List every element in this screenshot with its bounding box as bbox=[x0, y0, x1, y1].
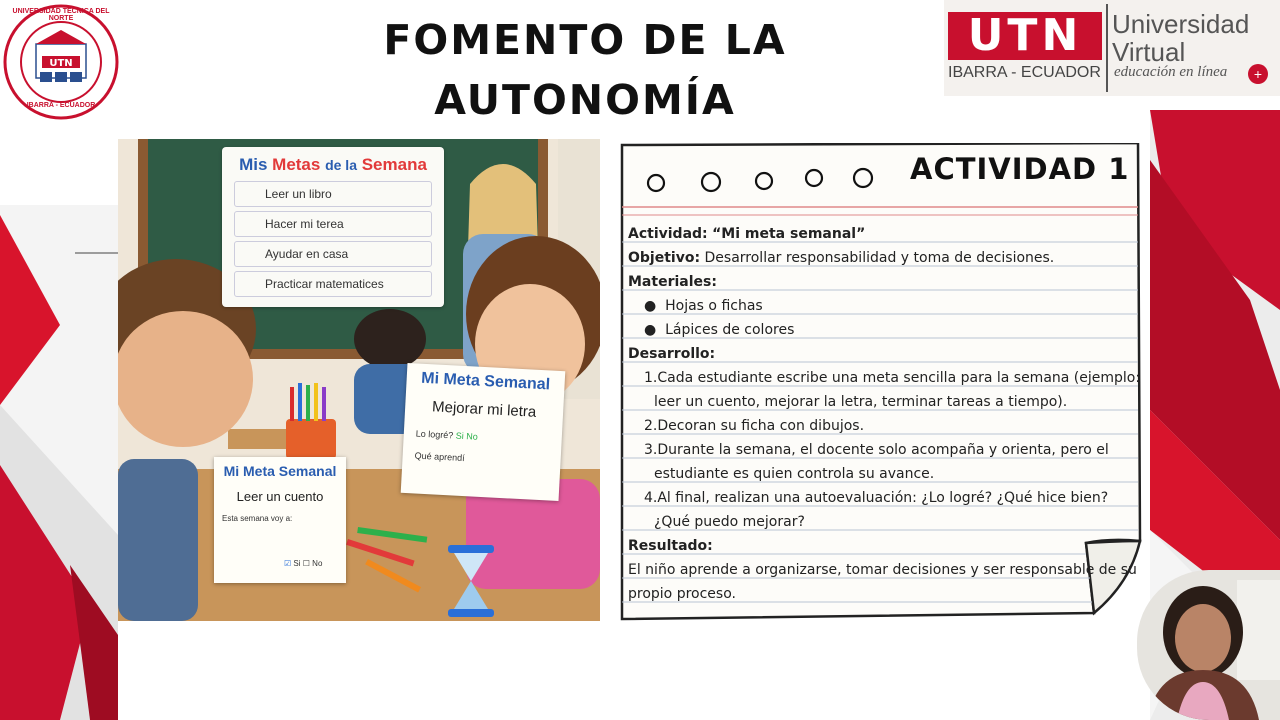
step-text: Cada estudiante escribe una meta sencilla para la semana (ejemplo: bbox=[657, 370, 1141, 386]
materials-label: Materiales: bbox=[628, 274, 717, 290]
plus-icon: + bbox=[1248, 64, 1268, 84]
bullet-icon: ● bbox=[644, 322, 657, 338]
result-heading bbox=[628, 534, 1138, 558]
activity-name: “Mi meta semanal” bbox=[712, 226, 866, 242]
poster-item: Practicar matematices bbox=[234, 271, 432, 297]
material-text: Hojas o fichas bbox=[665, 298, 763, 314]
step-line bbox=[628, 510, 1138, 534]
classroom-photo bbox=[118, 139, 600, 621]
activity-row bbox=[628, 222, 1138, 246]
utn-seal-logo bbox=[2, 2, 120, 122]
goal-card-prompt: Esta semana voy a: bbox=[222, 514, 293, 523]
step-line bbox=[628, 462, 1138, 486]
goal-card-learned: Qué aprendí bbox=[414, 450, 465, 464]
step-number: 4. bbox=[644, 490, 658, 506]
goal-card-no: No bbox=[466, 431, 479, 442]
utn-mark: UTN bbox=[948, 12, 1102, 60]
step-line bbox=[628, 366, 1141, 390]
development-heading bbox=[628, 342, 1138, 366]
goal-card-check-si: Si bbox=[293, 559, 301, 568]
step-text: Durante la semana, el docente solo acompaña y orienta, pero el bbox=[657, 442, 1109, 458]
activity-label: Actividad: bbox=[628, 226, 708, 242]
material-text: Lápices de colores bbox=[665, 322, 795, 338]
activity-title: ACTIVIDAD 1 bbox=[910, 152, 1130, 186]
objective-text: Desarrollar responsabilidad y toma de decisiones. bbox=[704, 250, 1055, 266]
step-text: leer un cuento, mejorar la letra, terminar tareas a tiempo). bbox=[654, 394, 1068, 410]
step-text: estudiante es quien controla su avance. bbox=[654, 466, 935, 482]
presenter-webcam bbox=[1137, 570, 1280, 720]
objective-label: Objetivo: bbox=[628, 250, 701, 266]
goal-card-title: Mi Meta Semanal bbox=[223, 463, 337, 479]
goal-card-goal: Mejorar mi letra bbox=[431, 398, 537, 421]
poster-item: Hacer mi terea bbox=[234, 211, 432, 237]
utn-location: IBARRA - ECUADOR bbox=[948, 64, 1101, 81]
step-text: ¿Qué puedo mejorar? bbox=[654, 514, 805, 530]
activity-content bbox=[628, 222, 1141, 606]
utn-tagline: educación en línea bbox=[1114, 64, 1228, 80]
objective-row bbox=[628, 246, 1138, 270]
result-text: propio proceso. bbox=[628, 586, 736, 602]
page-title: FOMENTO DE LA AUTONOMÍA bbox=[383, 16, 787, 124]
utn-name-line2: Virtual bbox=[1112, 37, 1186, 67]
goal-card-si: Si bbox=[455, 430, 465, 441]
left-decoration bbox=[0, 205, 118, 720]
goal-card-right bbox=[401, 363, 566, 501]
step-line bbox=[628, 438, 1138, 462]
step-number: 3. bbox=[644, 442, 658, 458]
poster-item: Ayudar en casa bbox=[234, 241, 432, 267]
poster-title-part: Semana bbox=[361, 155, 427, 174]
goal-card-question: Lo logré? bbox=[415, 428, 454, 441]
poster-title-part: Metas bbox=[272, 155, 321, 174]
result-text: El niño aprende a organizarse, tomar decisiones y ser responsable de su bbox=[628, 562, 1137, 578]
result-label: Resultado: bbox=[628, 538, 713, 554]
logo-divider bbox=[1106, 4, 1108, 92]
goal-card-goal: Leer un cuento bbox=[236, 489, 324, 504]
step-line bbox=[628, 390, 1138, 414]
weekly-goals-poster bbox=[222, 147, 444, 307]
step-text: Al final, realizan una autoevaluación: ¿Lo logré? ¿Qué hice bien? bbox=[657, 490, 1109, 506]
material-item bbox=[628, 294, 1138, 318]
development-label: Desarrollo: bbox=[628, 346, 716, 362]
poster-item: Leer un libro bbox=[234, 181, 432, 207]
utn-virtual-logo bbox=[944, 0, 1280, 96]
goal-card-title: Mi Meta Semanal bbox=[420, 369, 551, 394]
bullet-icon: ● bbox=[644, 298, 657, 314]
svg-text:UTN: UTN bbox=[49, 58, 73, 69]
utn-name-line1: Universidad bbox=[1112, 9, 1250, 39]
step-text: Decoran su ficha con dibujos. bbox=[657, 418, 865, 434]
goal-card-left: Mi Meta Semanal Leer un cuento Esta semana voy a: ☑ Si ☐ No bbox=[214, 457, 346, 583]
step-line bbox=[628, 414, 1138, 438]
goal-card-check-no: No bbox=[312, 559, 323, 568]
poster-title-part: Mis bbox=[239, 155, 268, 174]
result-line bbox=[628, 558, 1138, 582]
materials-heading bbox=[628, 270, 1138, 294]
seal-bottom-text: IBARRA - ECUADOR bbox=[26, 102, 96, 109]
seal-ring-text: UNIVERSIDAD TÉCNICA DEL NORTE bbox=[12, 8, 110, 22]
poster-title-part: de la bbox=[325, 157, 357, 173]
step-number: 2. bbox=[644, 418, 658, 434]
step-number: 1. bbox=[644, 370, 658, 386]
result-line bbox=[628, 582, 1138, 606]
material-item bbox=[628, 318, 1138, 342]
step-line bbox=[628, 486, 1138, 510]
